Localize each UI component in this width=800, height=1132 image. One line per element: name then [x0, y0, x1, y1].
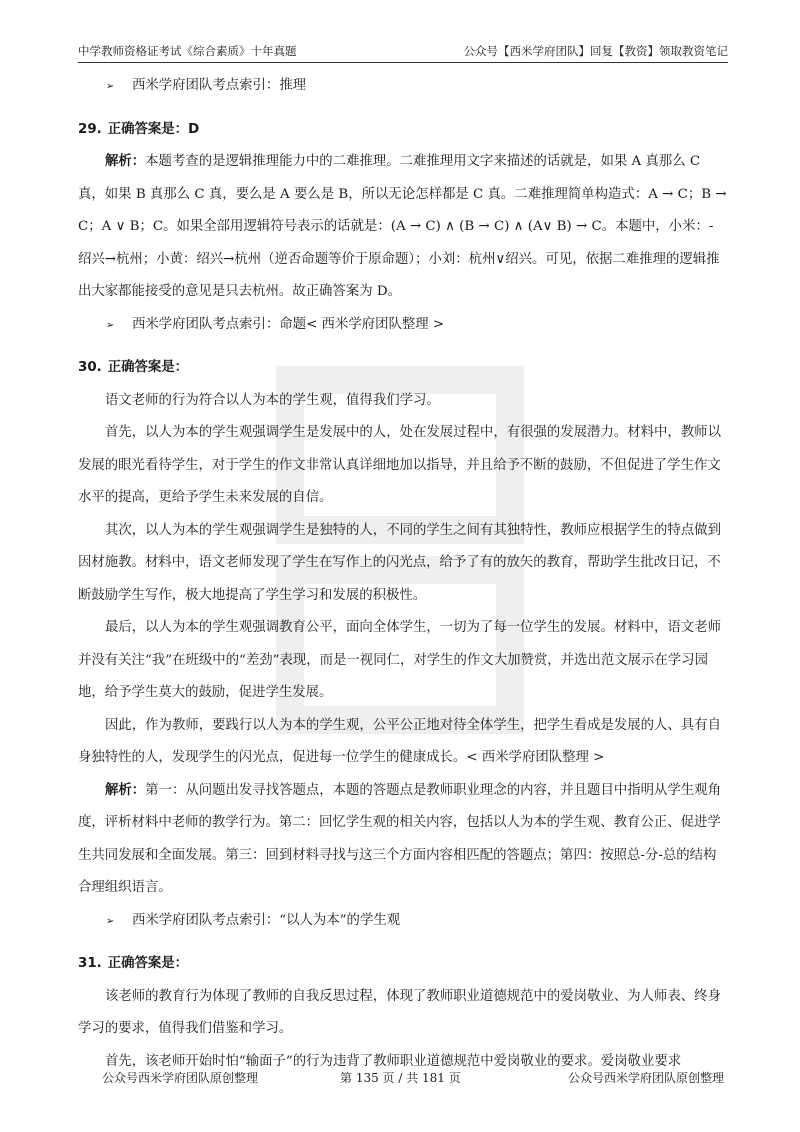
- page-content: [78, 70, 728, 1078]
- page-footer: [78, 1068, 728, 1088]
- answer-label: 正确答案是：D: [107, 121, 200, 137]
- explanation-paragraph: [78, 146, 728, 309]
- explanation-text: 本题考查的是逻辑推理能力中的二难推理。二难推理用文字来描述的话就是，如果 A 真那么 C 真，如果 B 真那么 C 真，要么是 A 要么是 B，所以无论怎样都是 C 真。二难推理简单构造式：A → C；B → C；A ∨ B；C。如果全部用逻辑符号表示的话就是：(A → C) ∧ (B → C) ∧ (A∨ B) → C。本题中，小米：- 绍兴→杭州；小黄：绍兴→杭州（逆否命题等价于原命题）；小刘：杭州∨绍兴。可见，依据二难推理的逻辑推出大家都能接受的意见是只去杭州。故正确答案为 D。: [78, 154, 727, 299]
- explanation-label: 解析：: [105, 782, 146, 798]
- page-number: 第 135 页 / 共 181 页: [340, 1071, 461, 1085]
- answer-paragraph: 其次，以人为本的学生观强调学生是独特的人，不同的学生之间有其独特性，教师应根据学生的特点做到因材施教。材料中，语文老师发现了学生在写作上的闪光点，给予了有的放矢的教育，帮助学生批改日记，不断鼓励学生写作，极大地提高了学生学习和发展的积极性。: [78, 522, 721, 603]
- question-number: 29.: [78, 121, 102, 137]
- answer-label: 正确答案是：: [107, 956, 189, 971]
- answer-paragraph: 因此，作为教师，要践行以人为本的学生观，公平公正地对待全体学生，把学生看成是发展的人、具有自身独特性的人，发现学生的闪光点，促进每一位学生的健康成长。< 西米学府团队整理 >: [78, 717, 721, 765]
- index-note-text: 西米学府团队考点索引：推理: [132, 78, 307, 93]
- question-number: 31.: [78, 956, 102, 971]
- page-header: [78, 40, 728, 63]
- answer-paragraph: 首先，该老师开始时怕“输面子”的行为违背了教师职业道德规范中爱岗敬业的要求。爱岗敬业要求: [105, 1053, 682, 1069]
- question-number: 30.: [78, 360, 102, 375]
- answer-paragraph: 首先，以人为本的学生观强调学生是发展中的人，处在发展过程中，有很强的发展潜力。材料中，教师以发展的眼光看待学生，对于学生的作文非常认真详细地加以指导，并且给予不断的鼓励，不但促进了学生作文水平的提高，更给予学生未来发展的自信。: [78, 425, 721, 505]
- answer-paragraph: 该老师的教育行为体现了教师的自我反思过程，体现了教师职业道德规范中的爱岗敬业、为人师表、终身学习的要求，值得我们借鉴和学习。: [78, 988, 721, 1036]
- answer-paragraph: 语文老师的行为符合以人为本的学生观，值得我们学习。: [105, 392, 440, 408]
- header-right-text: 公众号【西米学府团队】回复【教资】领取教资笔记: [463, 44, 728, 58]
- answer-label: 正确答案是：: [107, 360, 189, 375]
- arrow-bullet-icon: ➢: [106, 915, 115, 927]
- answer-heading: [78, 948, 728, 981]
- footer-left-text: 公众号西米学府团队原创整理: [102, 1071, 259, 1085]
- index-note: [78, 309, 728, 343]
- answer-heading: [78, 352, 728, 385]
- explanation-text: 第一：从问题出发寻找答题点，本题的答题点是教师职业理念的内容，并且题目中指明从学生观角度，评析材料中老师的教学行为。第二：回忆学生观的相关内容，包括以人为本的学生观、教育公正、促进学生共同发展和全面发展。第三：回到材料寻找与这三个方面内容相匹配的答题点；第四：按照总-分-总的结构合理组织语言。: [78, 782, 721, 895]
- index-note-text: 西米学府团队考点索引：命题< 西米学府团队整理 >: [132, 316, 445, 332]
- explanation-paragraph: [78, 775, 728, 905]
- index-note: [78, 70, 728, 104]
- answer-heading: [78, 114, 728, 147]
- arrow-bullet-icon: ➢: [106, 81, 115, 92]
- answer-paragraph: 最后，以人为本的学生观强调教育公平，面向全体学生，一切为了每一位学生的发展。材料中，语文老师并没有关注“我”在班级中的“差劲”表现，而是一视同仁，对学生的作文大加赞赏，并选出范文展示在学习园地，给予学生莫大的鼓励，促进学生发展。: [78, 620, 721, 700]
- index-note-text: 西米学府团队考点索引：“以人为本”的学生观: [132, 912, 401, 928]
- footer-right-text: 公众号西米学府团队原创整理: [567, 1071, 724, 1085]
- index-note: [78, 905, 728, 939]
- explanation-label: 解析：: [105, 154, 146, 169]
- arrow-bullet-icon: ➢: [106, 319, 115, 331]
- header-left-text: 中学教师资格证考试《综合素质》十年真题: [78, 44, 297, 58]
